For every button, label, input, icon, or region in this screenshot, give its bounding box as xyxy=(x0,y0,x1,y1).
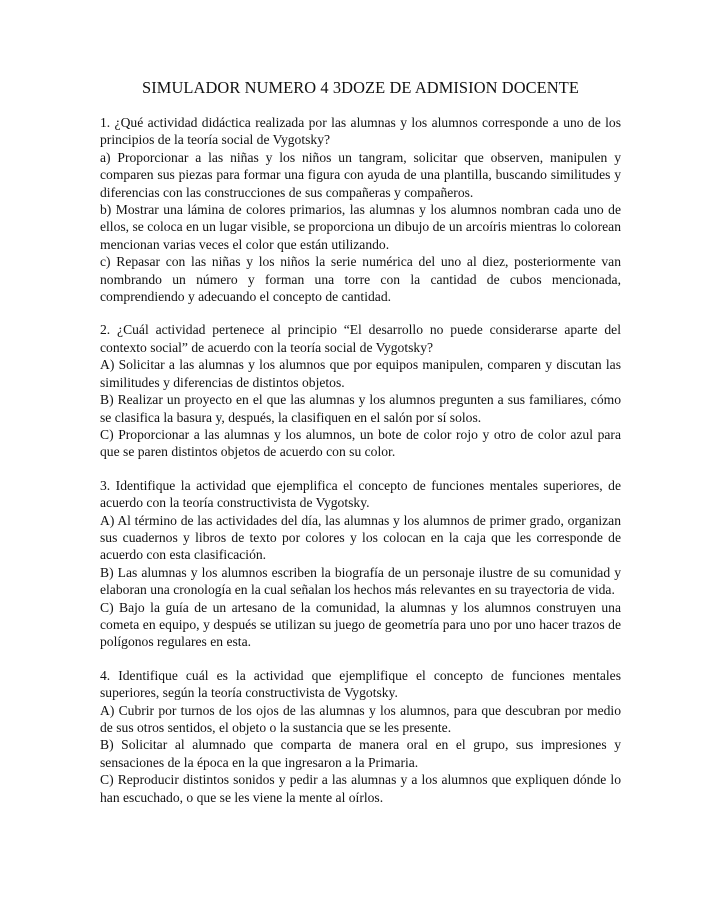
question-stem: 2. ¿Cuál actividad pertenece al principio “El desarrollo no puede considerarse aparte del contexto social” de acuerdo con la teoría social de Vygotsky? xyxy=(100,322,621,355)
question-2 xyxy=(100,321,621,460)
answer-option-c: c) Repasar con las niñas y los niños la serie numérica del uno al diez, posteriormente van nombrando un número y forman una torre con la cantidad de cubos mencionada, comprendiendo y adecuando el concepto de cantidad. xyxy=(100,254,621,305)
answer-option-b: B) Realizar un proyecto en el que las alumnas y los alumnos pregunten a sus familiares, cómo se clasifica la basura y, después, la clasifiquen en el salón por sí solos. xyxy=(100,392,621,425)
question-stem: 1. ¿Qué actividad didáctica realizada por las alumnas y los alumnos corresponde a uno de los principios de la teoría social de Vygotsky? xyxy=(100,115,621,148)
answer-option-a: a) Proporcionar a las niñas y los niños un tangram, solicitar que observen, manipulen y comparen sus piezas para formar una figura con ayuda de una plantilla, buscando similitudes y diferencias con las construcciones de sus compañeras y compañeros. xyxy=(100,149,621,200)
question-3 xyxy=(100,477,621,651)
answer-option-b: B) Solicitar al alumnado que comparta de manera oral en el grupo, sus impresiones y sensaciones de la época en la que ingresaron a la Primaria. xyxy=(100,737,621,770)
document-title: SIMULADOR NUMERO 4 3DOZE DE ADMISION DOCENTE xyxy=(142,78,579,97)
answer-option-b: b) Mostrar una lámina de colores primarios, las alumnas y los alumnos nombran cada uno de ellos, se coloca en un lugar visible, se proporciona un dibujo de un arcoíris mientras lo colorean mencionan varias veces el color que están utilizando. xyxy=(100,202,621,252)
answer-option-a: A) Solicitar a las alumnas y los alumnos que por equipos manipulen, comparen y discutan las similitudes y diferencias de distintos objetos. xyxy=(100,357,621,390)
question-1 xyxy=(100,114,621,305)
question-stem: 3. Identifique la actividad que ejemplifica el concepto de funciones mentales superiores, de acuerdo con la teoría constructivista de Vygotsky. xyxy=(100,477,621,511)
answer-option-a: A) Al término de las actividades del día, las alumnas y los alumnos de primer grado, organizan sus cuadernos y libros de texto por colores y los colocan en la caja que les corresponde de acuerdo con esta clasificación. xyxy=(100,512,621,563)
answer-option-b: B) Las alumnas y los alumnos escriben la biografía de un personaje ilustre de su comunidad y elaboran una cronología en la cual señalan los hechos más relevantes en su trayectoria de vida. xyxy=(100,564,621,598)
answer-option-c: C) Bajo la guía de un artesano de la comunidad, la alumnas y los alumnos construyen una cometa en equipo, y después se utilizan su juego de geometría para uno por uno hacer trazos de polígonos regulares en esta. xyxy=(100,599,621,650)
question-stem: 4. Identifique cuál es la actividad que ejemplifique el concepto de funciones mentales superiores, según la teoría constructivista de Vygotsky. xyxy=(100,667,621,701)
answer-option-c: C) Proporcionar a las alumnas y los alumnos, un bote de color rojo y otro de color azul para que se paren distintos objetos de acuerdo con su color. xyxy=(100,426,621,460)
question-4 xyxy=(100,667,621,806)
answer-option-a: A) Cubrir por turnos de los ojos de las alumnas y los alumnos, para que descubran por medio de sus otros sentidos, el objeto o la sustancia que se les presente. xyxy=(100,702,621,735)
answer-option-c: C) Reproducir distintos sonidos y pedir a las alumnas y a los alumnos que expliquen dónde lo han escuchado, o que se les viene la mente al oírlos. xyxy=(100,772,621,805)
